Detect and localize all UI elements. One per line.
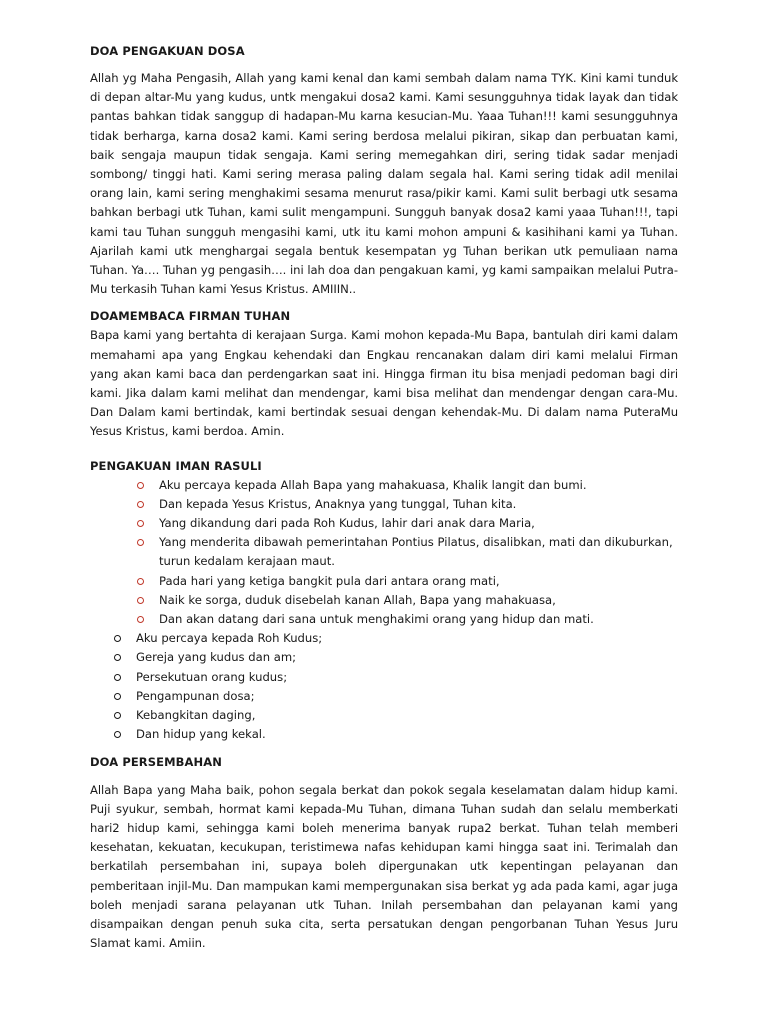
list-item xyxy=(114,687,678,706)
circle-bullet-icon xyxy=(137,482,144,489)
circle-bullet-icon xyxy=(114,654,121,661)
list-item-text: Pengampunan dosa; xyxy=(136,688,255,703)
list-item xyxy=(114,706,678,725)
circle-bullet-icon xyxy=(114,731,121,738)
list-item xyxy=(137,495,678,514)
circle-bullet-icon xyxy=(137,597,144,604)
list-item-text: Aku percaya kepada Roh Kudus; xyxy=(136,631,323,646)
list-item-text: Naik ke sorga, duduk disebelah kanan Allah, Bapa yang mahakuasa, xyxy=(159,592,556,607)
list-item xyxy=(137,610,678,629)
list-item xyxy=(137,572,678,591)
list-item xyxy=(137,591,678,610)
circle-bullet-icon xyxy=(114,674,121,681)
circle-bullet-icon xyxy=(137,616,144,623)
heading-pengakuan-iman: PENGAKUAN IMAN RASULI xyxy=(90,458,262,473)
paragraph-doa-persembahan: Allah Bapa yang Maha baik, pohon segala berkat dan pokok segala keselamatan dalam hidup kami. Puji syukur, sembah, hormat kami kepada-Mu Tuhan, dimana Tuhan sudah dan selalu memberkati hari2 hidup kami, sehingga kami boleh menerima banyak rupa2 berkat. Tuhan telah memberi kesehatan, kekuatan, kecukupan, teristimewa nafas kehidupan kami hingga saat ini. Terimalah dan berkatilah persembahan ini, supaya boleh dipergunakan utk kepentingan pelayanan dan pemberitaan injil-Mu. Dan mampukan kami mempergunakan sisa berkat yg ada pada kami, agar juga boleh menjadi sarana pelayanan utk Tuhan. Inilah persembahan dan pelayanan kami yang disampaikan dengan penuh suka cita, serta persatukan dengan pengorbanan Tuhan Yesus Juru Slamat kami. Amiin. xyxy=(90,782,678,951)
list-item xyxy=(137,533,678,571)
paragraph-doa-membaca-firman: Bapa kami yang bertahta di kerajaan Surga. Kami mohon kepada-Mu Bapa, bantulah diri kami dalam memahami apa yang Engkau kehendaki dan Engkau rencanakan dalam diri kami melalui Firman yang akan kami baca dan perdengarkan saat ini. Hingga firman itu bisa menjadi pedoman bagi diri kami. Jika dalam kami melihat dan mendengar, kami bisa melihat dan mendengar dengan cara-Mu. Dan Dalam kami bertindak, kami bertindak sesuai dengan kehendak-Mu. Di dalam nama PuteraMu Yesus Kristus, kami berdoa. Amin. xyxy=(90,328,678,439)
heading-doa-pengakuan-dosa: DOA PENGAKUAN DOSA xyxy=(90,44,245,58)
list-item xyxy=(137,514,678,533)
list-item-text: Persekutuan orang kudus; xyxy=(136,669,288,684)
circle-bullet-icon xyxy=(114,712,121,719)
list-item-text: Dan kepada Yesus Kristus, Anaknya yang tunggal, Tuhan kita. xyxy=(159,496,517,511)
list-item xyxy=(114,648,678,667)
list-item-text: Yang dikandung dari pada Roh Kudus, lahir dari anak dara Maria, xyxy=(159,516,535,531)
list-item xyxy=(137,476,678,495)
list-item-text: Dan hidup yang kekal. xyxy=(136,727,266,742)
list-item xyxy=(114,725,678,744)
list-item-text: Pada hari yang ketiga bangkit pula dari antara orang mati, xyxy=(159,573,500,588)
list-item-text: Kebangkitan daging, xyxy=(136,708,256,723)
circle-bullet-icon xyxy=(114,635,121,642)
paragraph-doa-pengakuan-dosa: Allah yg Maha Pengasih, Allah yang kami kenal dan kami sembah dalam nama TYK. Kini kami tunduk di depan altar-Mu yang kudus, untk mengakui dosa2 kami. Kami sesungguhnya tidak layak dan tidak pantas bahkan tidak sanggup di hadapan-Mu karna kesucian-Mu. Yaaa Tuhan!!! kami sesungguhnya tidak berharga, karna dosa2 kami. Kami sering berdosa melalui pikiran, sikap dan perbuatan kami, baik sengaja maupun tidak sengaja. Kami sering memegahkan diri, sering tidak sadar menjadi sombong/ tinggi hati. Kami sering merasa paling dalam segala hal. Kami sering tidak adil menilai orang lain, kami sering menghakimi sesama menurut rasa/pikir kami. Kami sulit berbagi utk sesama bahkan berbagi utk Tuhan, kami sulit mengampuni. Sungguh banyak dosa2 kami yaaa Tuhan!!!, tapi kami tau Tuhan sungguh mengasihi kami, utk itu kami mohon ampuni & kasihihani kami ya Tuhan. Ajarilah kami utk menghargai segala bentuk kesempatan yg Tuhan berikan utk pemuliaan nama Tuhan. Ya…. Tuhan yg pengasih…. ini lah doa dan pengakuan kami, yg kami sampaikan melalui Putra-Mu terkasih Tuhan kami Yesus Kristus. AMIIIN.. xyxy=(90,71,678,297)
list-item xyxy=(114,668,678,687)
list-item-text: Aku percaya kepada Allah Bapa yang mahakuasa, Khalik langit dan bumi. xyxy=(159,477,587,492)
circle-bullet-icon xyxy=(137,501,144,508)
circle-bullet-icon xyxy=(137,520,144,527)
heading-doa-membaca-firman: DOAMEMBACA FIRMAN TUHAN xyxy=(90,309,291,324)
circle-bullet-icon xyxy=(137,539,144,546)
circle-bullet-icon xyxy=(114,693,121,700)
heading-doa-persembahan: DOA PERSEMBAHAN xyxy=(90,754,222,769)
list-item-text: Yang menderita dibawah pemerintahan Pontius Pilatus, disalibkan, mati dan dikuburkan, turun kedalam kerajaan maut. xyxy=(159,535,673,569)
list-item-text: Gereja yang kudus dan am; xyxy=(136,650,297,665)
list-item-text: Dan akan datang dari sana untuk menghakimi orang yang hidup dan mati. xyxy=(159,612,594,627)
list-item xyxy=(114,629,678,648)
creed-list-outer xyxy=(90,629,678,744)
circle-bullet-icon xyxy=(137,578,144,585)
creed-list-inner xyxy=(90,476,678,630)
